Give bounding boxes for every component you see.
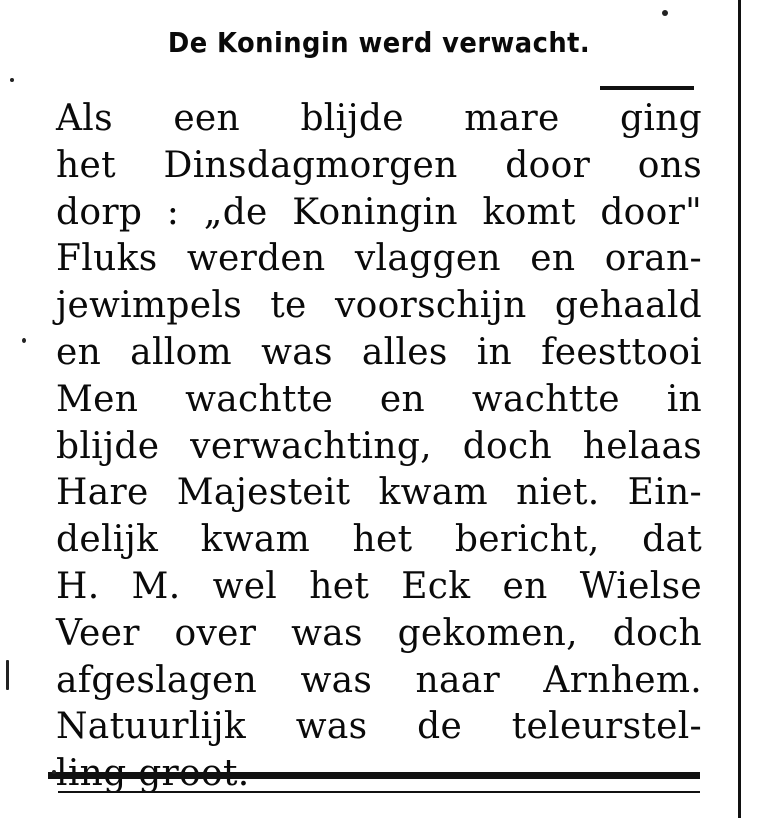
- body-line: Veer over was gekomen, doch: [56, 612, 702, 654]
- body-line: delijk kwam het bericht, dat: [56, 519, 702, 561]
- body-line: H. M. wel het Eck en Wielse: [56, 565, 702, 607]
- article-headline: De Koningin werd verwacht.: [167, 26, 591, 59]
- body-line: het Dinsdagmorgen door ons: [56, 144, 702, 186]
- body-line: Hare Majesteit kwam niet. Ein-: [56, 472, 702, 514]
- print-speck: [662, 10, 668, 16]
- body-line: Natuurlijk was de teleurstel-: [56, 706, 702, 748]
- article-body: [56, 96, 702, 798]
- body-line: afgeslagen was naar Arnhem.: [56, 659, 702, 701]
- column-rule-right: [738, 0, 741, 818]
- body-line: en allom was alles in feesttooi: [56, 331, 702, 373]
- body-line: Als een blijde mare ging: [56, 98, 702, 139]
- print-speck: [6, 660, 9, 690]
- section-divider-thin: [58, 791, 700, 793]
- body-line: blijde verwachting, doch helaas: [56, 425, 702, 467]
- print-speck: [22, 338, 26, 343]
- body-line: Fluks werden vlaggen en oran-: [56, 238, 702, 280]
- body-line: dorp : „de Koningin komt door": [56, 191, 702, 233]
- print-speck: [52, 770, 56, 774]
- headline-underline-rule: [600, 86, 694, 90]
- body-line: jewimpels te voorschijn gehaald: [56, 285, 702, 327]
- section-divider-thick: [48, 772, 700, 779]
- print-speck: [10, 78, 14, 82]
- body-line: Men wachtte en wachtte in: [56, 378, 702, 420]
